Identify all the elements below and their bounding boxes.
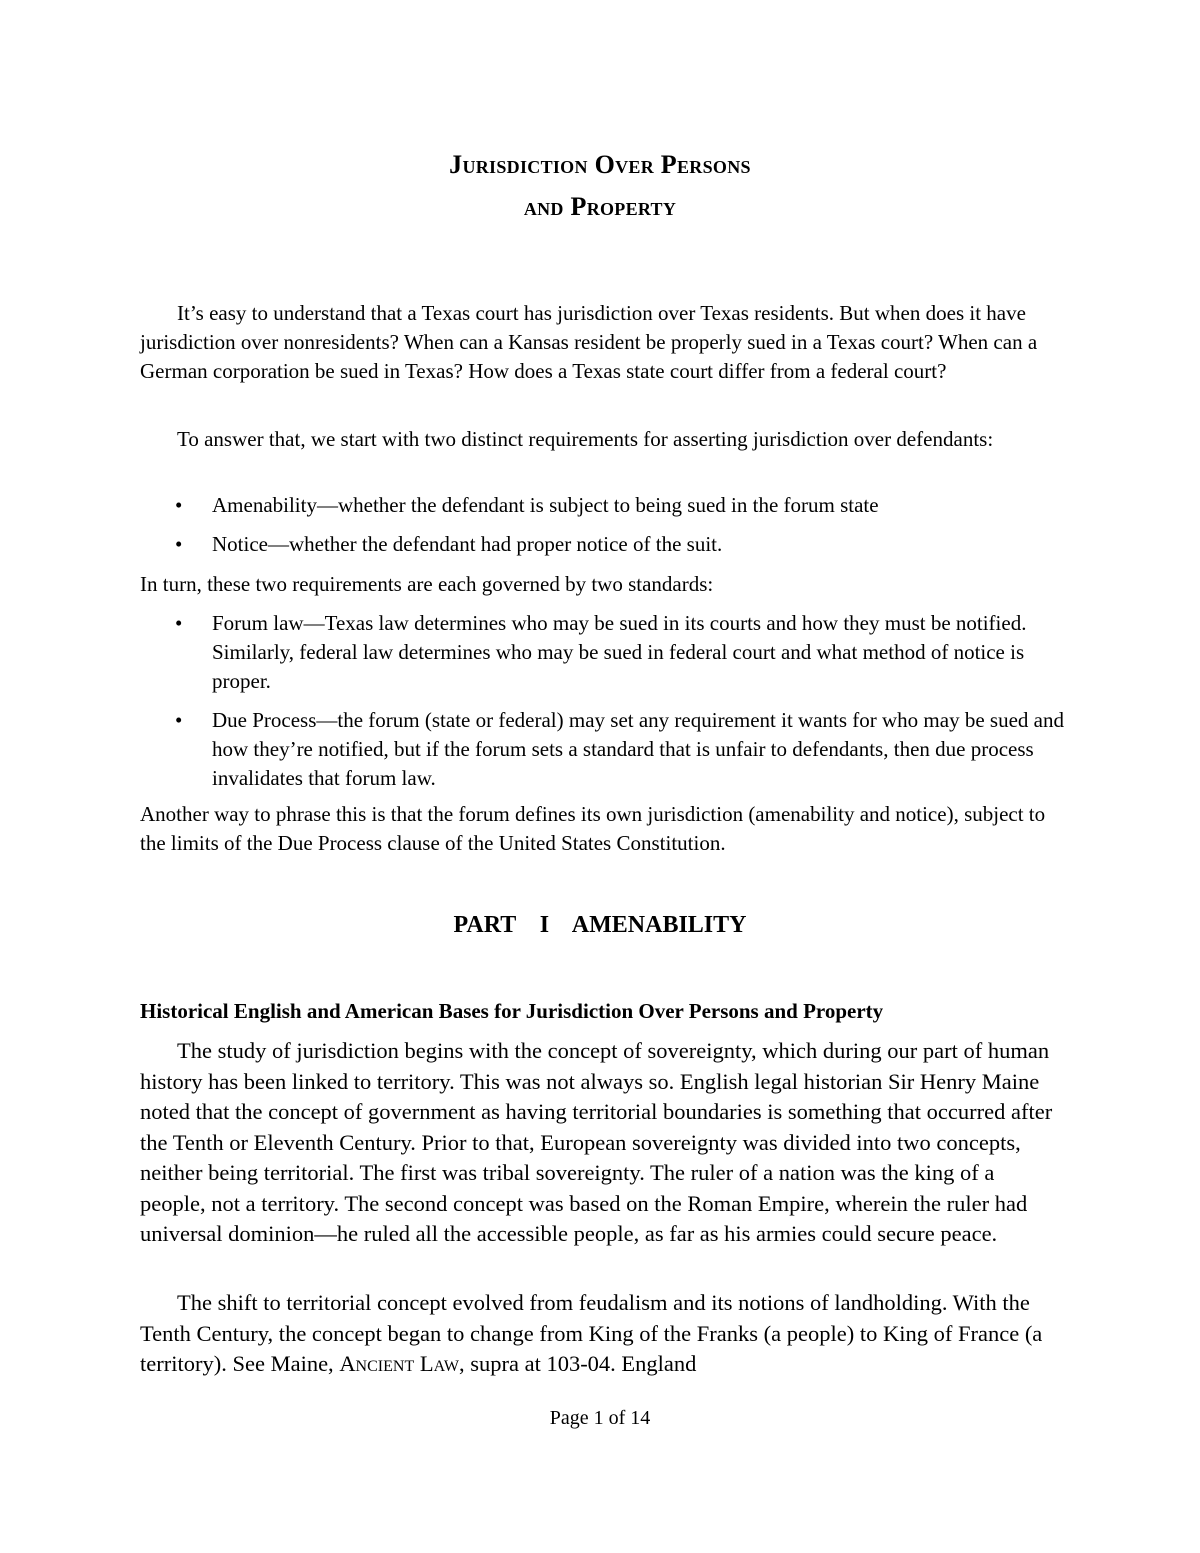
bullet-marker: • <box>175 611 183 635</box>
intro-paragraph-4-text: Another way to phrase this is that the forum defines its own jurisdiction (amenability and notice), subject to the limits of the Due Process clause of the United States Constitution. <box>140 802 1046 855</box>
intro-paragraph-1 <box>140 299 1065 386</box>
standard-item-text: Due Process—the forum (state or federal) may set any requirement it wants for who may be sued and how they’re notified, but if the forum sets a standard that is unfair to defendants, then due process invalidates that forum law. <box>212 708 1064 790</box>
requirement-item-text: Amenability—whether the defendant is subject to being sued in the forum state <box>212 493 879 517</box>
body-paragraph-2-end: , supra at 103-04. England <box>458 1351 697 1376</box>
part-heading: PART I AMENABILITY <box>453 912 747 938</box>
body-paragraph-2 <box>140 1288 1065 1380</box>
requirement-item-amenability <box>140 491 1065 520</box>
bullet-marker: • <box>175 493 183 517</box>
bullet-marker: • <box>175 708 183 732</box>
body-paragraph-2-text <box>140 1288 1065 1380</box>
book-title-ancient-law: Ancient Law <box>339 1351 459 1376</box>
intro-paragraph-3-text: In turn, these two requirements are each governed by two standards: <box>140 572 714 596</box>
standard-item-forum-law <box>140 609 1065 696</box>
intro-paragraph-2-text: To answer that, we start with two distinct requirements for asserting jurisdiction over defendants: <box>177 427 994 451</box>
intro-paragraph-4 <box>140 800 1065 858</box>
standard-item-text: Forum law—Texas law determines who may be sued in its courts and how they must be notified. Similarly, federal law determines who may be sued in federal court and what method of notice is proper. <box>212 611 1027 693</box>
intro-paragraph-1-text: It’s easy to understand that a Texas court has jurisdiction over Texas residents. But when does it have jurisdiction over nonresidents? When can a Kansas resident be properly sued in a Texas court? When can a German corporation be sued in Texas? How does a Texas state court differ from a federal court? <box>140 301 1038 383</box>
body-paragraph-1 <box>140 1036 1065 1250</box>
body-paragraph-2-start: The shift to territorial concept evolved from feudalism and its notions of landholding. With the Tenth Century, the concept began to change from King of the Franks (a people) to King of France (a territory). See Maine, <box>140 1290 1043 1376</box>
standard-item-due-process <box>140 706 1065 793</box>
intro-paragraph-2 <box>140 425 1065 454</box>
bullet-marker: • <box>175 532 183 556</box>
section-heading: Historical English and American Bases for Jurisdiction Over Persons and Property <box>140 999 884 1023</box>
page-number-footer: Page 1 of 14 <box>549 1407 651 1429</box>
requirement-item-notice <box>140 530 1065 559</box>
document-title-line-2: and Property <box>523 192 677 221</box>
body-paragraph-1-text: The study of jurisdiction begins with the concept of sovereignty, which during our part of human history has been linked to territory. This was not always so. English legal historian Sir Henry Maine noted that the concept of government as having territorial boundaries is something that occurred after the Tenth or Eleventh Century. Prior to that, European sovereignty was divided into two concepts, neither being territorial. The first was tribal sovereignty. The ruler of a nation was the king of a people, not a territory. The second concept was based on the Roman Empire, wherein the ruler had universal dominion—he ruled all the accessible people, as far as his armies could secure peace. <box>140 1038 1053 1246</box>
document-title-line-1: Jurisdiction Over Persons <box>449 150 751 179</box>
intro-paragraph-3 <box>140 570 1065 599</box>
requirement-item-text: Notice—whether the defendant had proper notice of the suit. <box>212 532 723 556</box>
